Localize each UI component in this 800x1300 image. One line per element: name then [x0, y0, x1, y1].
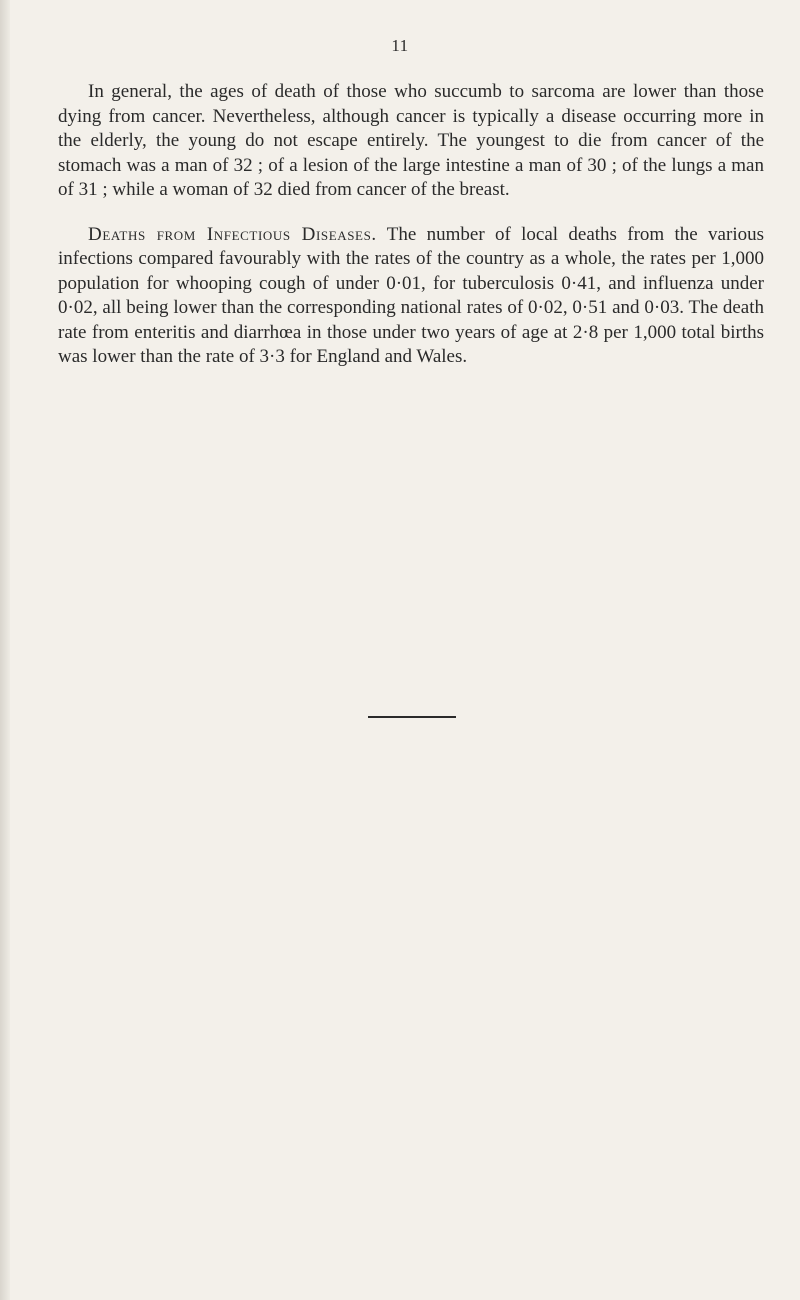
paragraph-text: The number of local deaths from the various infections compared favourably with the rates of the country as a whole, the rates per 1,000 population for whooping cough of under 0·01, for tuberculosis 0·41, and influenza under 0·02, all being lower than the corresponding national rates of 0·02, 0·51 and 0·03. The death rate from enteritis and diarrhœa in those under two years of age at 2·8 per 1,000 total births was lower than the rate of 3·3 for England and Wales.	[58, 223, 764, 367]
page-number: 11	[391, 36, 409, 55]
section-divider	[368, 716, 456, 718]
section-heading: Deaths from Infectious Diseases.	[88, 223, 377, 245]
paragraph-sarcoma-ages	[58, 80, 764, 203]
page-edge-shadow	[0, 0, 10, 1300]
paragraph-infectious-diseases	[58, 223, 764, 370]
page-body	[58, 80, 764, 370]
paragraph-text: In general, the ages of death of those who succumb to sarcoma are lower than those dying from cancer. Nevertheless, although cancer is typically a disease occurring more in the elderly, the young do not escape entirely. The youngest to die from cancer of the stomach was a man of 32 ; of a lesion of the large intestine a man of 30 ; of the lungs a man of 31 ; while a woman of 32 died from cancer of the breast.	[58, 81, 764, 200]
